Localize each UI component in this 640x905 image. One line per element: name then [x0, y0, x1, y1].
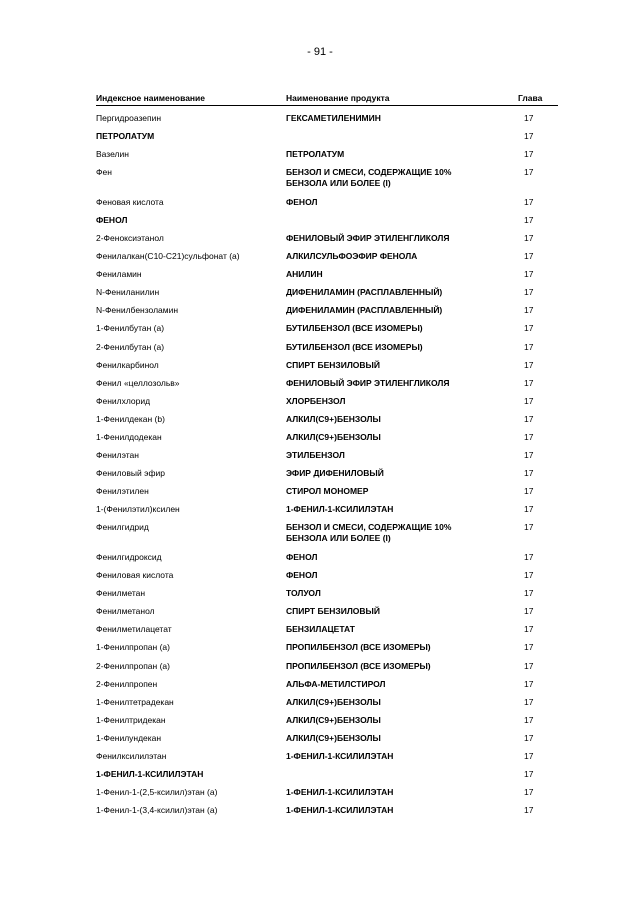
product-name-line: БЕНЗИЛАЦЕТАТ: [286, 624, 355, 635]
product-name-line: 1-ФЕНИЛ-1-КСИЛИЛЭТАН: [286, 504, 394, 515]
chapter-cell: 17: [524, 787, 534, 798]
product-name-cell: [286, 805, 393, 816]
table-row: [96, 787, 558, 805]
index-name-cell: 1-Фенил-1-(2,5-ксилил)этан (a): [96, 787, 218, 798]
table-row: [96, 197, 558, 215]
table-row: [96, 769, 558, 787]
product-name-cell: [286, 570, 317, 581]
chapter-cell: 17: [524, 269, 534, 280]
table-body: [96, 106, 558, 823]
table-row: [96, 113, 558, 131]
table-row: [96, 450, 558, 468]
chapter-cell: 17: [524, 251, 534, 262]
product-name-line: ТОЛУОЛ: [286, 588, 321, 599]
chapter-cell: 17: [524, 167, 534, 178]
product-name-cell: [286, 588, 321, 599]
product-name-cell: [286, 486, 368, 497]
product-name-cell: [286, 233, 449, 244]
product-name-line: СТИРОЛ МОНОМЕР: [286, 486, 369, 497]
chapter-cell: 17: [524, 551, 534, 562]
index-name-cell: N-Фениланилин: [96, 287, 160, 298]
product-name-line: АЛКИЛ(C9+)БЕНЗОЛЫ: [286, 432, 381, 442]
index-name-cell: 1-Фенилтетрадекан: [96, 696, 174, 707]
chapter-cell: 17: [524, 149, 534, 160]
index-name-cell: 2-Феноксиэтанол: [96, 232, 164, 243]
table-row: [96, 697, 558, 715]
product-name-cell: [286, 414, 381, 425]
index-name-cell: Фениловая кислота: [96, 570, 174, 581]
product-name-line: АЛКИЛ(C9+)БЕНЗОЛЫ: [286, 696, 381, 707]
table-row: [96, 149, 558, 167]
product-name-cell: [286, 787, 393, 798]
product-name-line: ПРОПИЛБЕНЗОЛ (ВСЕ ИЗОМЕРЫ): [286, 660, 431, 671]
product-name-cell: [286, 450, 345, 461]
product-name-cell: [286, 149, 344, 160]
index-name-cell: 2-Фенилпропен: [96, 678, 158, 689]
chapter-cell: 17: [524, 232, 534, 243]
table-row: [96, 468, 558, 486]
product-name-line: АНИЛИН: [286, 269, 323, 280]
chapter-cell: 17: [524, 504, 534, 515]
product-name-cell: [286, 552, 317, 563]
table-row: [96, 661, 558, 679]
index-name-cell: 1-Фенилдодекан: [96, 432, 162, 442]
index-name-cell: Фен: [96, 167, 112, 178]
product-name-cell: [286, 697, 381, 708]
product-name-cell: [286, 661, 431, 672]
product-name-line: АЛКИЛСУЛЬФОЭФИР ФЕНОЛА: [286, 251, 418, 262]
product-name-line: АЛКИЛ(C9+)БЕНЗОЛЫ: [286, 413, 381, 424]
chapter-cell: 17: [524, 214, 534, 225]
index-name-cell: Феновая кислота: [96, 196, 164, 207]
product-name-cell: [286, 504, 393, 515]
index-name-cell: Фенил «целлозольв»: [96, 377, 180, 388]
index-name-cell: 1-Фенилпропан (a): [96, 642, 170, 653]
product-name-line: ХЛОРБЕНЗОЛ: [286, 395, 346, 406]
product-name-cell: [286, 715, 381, 726]
product-name-line: ГЕКСАМЕТИЛЕНИМИН: [286, 113, 381, 123]
product-name-cell: [286, 342, 423, 353]
index-name-cell: 1-Фенил-1-(3,4-ксилил)этан (a): [96, 805, 218, 816]
table-row: [96, 751, 558, 769]
index-name-cell: 1-(Фенилэтил)ксилен: [96, 504, 180, 515]
product-name-line: ДИФЕНИЛАМИН (РАСПЛАВЛЕННЫЙ): [286, 305, 443, 316]
chapter-cell: 17: [524, 624, 534, 635]
index-name-cell: Фенилхлорид: [96, 395, 151, 406]
table-row: [96, 522, 558, 552]
index-name-cell: Фенилкарбинол: [96, 359, 159, 370]
table-row: [96, 167, 558, 197]
product-name-line: ФЕНИЛОВЫЙ ЭФИР ЭТИЛЕНГЛИКОЛЯ: [286, 377, 450, 388]
index-name-cell: 1-Фенилдекан (b): [96, 413, 165, 424]
chapter-cell: 17: [524, 642, 534, 653]
chapter-cell: 17: [524, 805, 534, 816]
table-row: [96, 570, 558, 588]
table-row: [96, 733, 558, 751]
chapter-cell: 17: [524, 196, 534, 207]
product-name-cell: [286, 432, 381, 443]
product-name-line: ФЕНОЛ: [286, 551, 318, 562]
product-name-cell: [286, 679, 386, 690]
table-row: [96, 642, 558, 660]
table-row: [96, 679, 558, 697]
index-name-cell: Фенилгидрид: [96, 522, 149, 533]
chapter-cell: 17: [524, 287, 534, 298]
product-name-cell: [286, 751, 393, 762]
index-name-cell: Фенилалкан(C10-C21)сульфонат (a): [96, 251, 240, 262]
product-name-line: АЛЬФА-МЕТИЛСТИРОЛ: [286, 678, 386, 689]
table-row: [96, 432, 558, 450]
table-row: [96, 588, 558, 606]
index-name-cell: Фенилксилилэтан: [96, 751, 167, 761]
table-row: [96, 131, 558, 149]
product-name-cell: [286, 197, 317, 208]
table-row: [96, 360, 558, 378]
product-name-cell: [286, 522, 451, 543]
header-index-name: Индексное наименование: [96, 93, 206, 103]
chapter-cell: 17: [524, 696, 534, 707]
product-name-line: ФЕНИЛОВЫЙ ЭФИР ЭТИЛЕНГЛИКОЛЯ: [286, 232, 450, 243]
chapter-cell: 17: [524, 714, 534, 725]
index-name-cell: Фенилметанол: [96, 606, 155, 617]
product-name-cell: [286, 167, 451, 188]
table-row: [96, 378, 558, 396]
index-name-cell: ПЕТРОЛАТУМ: [96, 131, 155, 142]
chapter-cell: 17: [524, 377, 534, 388]
index-name-cell: Вазелин: [96, 149, 129, 160]
table-row: [96, 396, 558, 414]
index-name-cell: 1-ФЕНИЛ-1-КСИЛИЛЭТАН: [96, 769, 204, 780]
product-name-line: БУТИЛБЕНЗОЛ (ВСЕ ИЗОМЕРЫ): [286, 341, 423, 352]
table-row: [96, 486, 558, 504]
index-name-cell: Фенилгидроксид: [96, 551, 162, 562]
product-name-line: ПЕТРОЛАТУМ: [286, 149, 345, 160]
chapter-cell: 17: [524, 751, 534, 761]
index-name-cell: Пергидроазепин: [96, 113, 162, 123]
chapter-cell: 17: [524, 678, 534, 689]
index-name-cell: 1-Фенилтридекан: [96, 714, 166, 725]
table-row: [96, 805, 558, 823]
product-name-cell: [286, 287, 442, 298]
product-name-cell: [286, 733, 381, 744]
table-row: [96, 215, 558, 233]
product-name-cell: [286, 360, 380, 371]
chapter-cell: 17: [524, 359, 534, 370]
product-name-line: СПИРТ БЕНЗИЛОВЫЙ: [286, 359, 380, 370]
chapter-cell: 17: [524, 732, 534, 743]
product-name-cell: [286, 468, 384, 479]
index-name-cell: Фениловый эфир: [96, 468, 165, 479]
product-name-cell: [286, 305, 442, 316]
product-name-line: ЭФИР ДИФЕНИЛОВЫЙ: [286, 468, 384, 479]
table-row: [96, 414, 558, 432]
page-number: - 91 -: [307, 46, 333, 58]
index-name-cell: 1-Фенилундекан: [96, 732, 162, 743]
product-name-line: 1-ФЕНИЛ-1-КСИЛИЛЭТАН: [286, 787, 394, 798]
table-row: [96, 251, 558, 269]
product-name-cell: [286, 606, 380, 617]
product-name-line: ФЕНОЛ: [286, 570, 318, 581]
table-row: [96, 287, 558, 305]
chapter-cell: 17: [524, 588, 534, 599]
index-name-cell: 2-Фенилпропан (a): [96, 660, 170, 671]
chapter-cell: 17: [524, 432, 534, 442]
product-name-cell: [286, 396, 345, 407]
index-name-cell: Фенилэтан: [96, 450, 139, 461]
chapter-cell: 17: [524, 131, 534, 142]
product-name-line: БЕНЗОЛА ИЛИ БОЛЕЕ (I): [286, 177, 391, 188]
table-row: [96, 342, 558, 360]
substance-index-table: [96, 93, 558, 823]
index-name-cell: Фенилметилацетат: [96, 624, 172, 635]
chapter-cell: 17: [524, 606, 534, 617]
chapter-cell: 17: [524, 769, 534, 780]
header-product-name: Наименование продукта: [286, 93, 390, 103]
product-name-cell: [286, 642, 431, 653]
chapter-cell: 17: [524, 395, 534, 406]
product-name-line: БЕНЗОЛ И СМЕСИ, СОДЕРЖАЩИЕ 10%: [286, 167, 452, 178]
index-name-cell: Фенилэтилен: [96, 486, 149, 497]
product-name-line: 1-ФЕНИЛ-1-КСИЛИЛЭТАН: [286, 751, 394, 761]
product-name-line: БЕНЗОЛ И СМЕСИ, СОДЕРЖАЩИЕ 10%: [286, 522, 452, 533]
chapter-cell: 17: [524, 660, 534, 671]
chapter-cell: 17: [524, 522, 534, 533]
product-name-line: ПРОПИЛБЕНЗОЛ (ВСЕ ИЗОМЕРЫ): [286, 642, 431, 653]
product-name-line: БЕНЗОЛА ИЛИ БОЛЕЕ (I): [286, 532, 391, 543]
product-name-cell: [286, 251, 417, 262]
chapter-cell: 17: [524, 486, 534, 497]
chapter-cell: 17: [524, 468, 534, 479]
product-name-line: АЛКИЛ(C9+)БЕНЗОЛЫ: [286, 714, 381, 725]
table-row: [96, 305, 558, 323]
chapter-cell: 17: [524, 450, 534, 461]
table-row: [96, 504, 558, 522]
product-name-line: АЛКИЛ(C9+)БЕНЗОЛЫ: [286, 732, 381, 743]
table-row: [96, 715, 558, 733]
product-name-cell: [286, 269, 323, 280]
table-row: [96, 624, 558, 642]
table-row: [96, 323, 558, 341]
product-name-line: ДИФЕНИЛАМИН (РАСПЛАВЛЕННЫЙ): [286, 287, 443, 298]
product-name-line: БУТИЛБЕНЗОЛ (ВСЕ ИЗОМЕРЫ): [286, 323, 423, 334]
product-name-line: ЭТИЛБЕНЗОЛ: [286, 450, 345, 461]
chapter-cell: 17: [524, 341, 534, 352]
product-name-line: СПИРТ БЕНЗИЛОВЫЙ: [286, 606, 380, 617]
table-row: [96, 606, 558, 624]
chapter-cell: 17: [524, 113, 534, 123]
index-name-cell: N-Фенилбензоламин: [96, 305, 179, 316]
index-name-cell: ФЕНОЛ: [96, 214, 128, 225]
header-chapter: Глава: [518, 93, 543, 103]
index-name-cell: Фениламин: [96, 269, 142, 280]
chapter-cell: 17: [524, 413, 534, 424]
product-name-cell: [286, 323, 423, 334]
product-name-cell: [286, 378, 449, 389]
table-row: [96, 269, 558, 287]
product-name-cell: [286, 113, 381, 124]
table-row: [96, 233, 558, 251]
chapter-cell: 17: [524, 570, 534, 581]
chapter-cell: 17: [524, 305, 534, 316]
table-row: [96, 552, 558, 570]
index-name-cell: 2-Фенилбутан (a): [96, 341, 165, 352]
table-header: [96, 93, 558, 106]
index-name-cell: 1-Фенилбутан (a): [96, 323, 165, 334]
chapter-cell: 17: [524, 323, 534, 334]
product-name-cell: [286, 624, 355, 635]
product-name-line: ФЕНОЛ: [286, 196, 318, 207]
product-name-line: 1-ФЕНИЛ-1-КСИЛИЛЭТАН: [286, 805, 394, 816]
index-name-cell: Фенилметан: [96, 588, 146, 599]
